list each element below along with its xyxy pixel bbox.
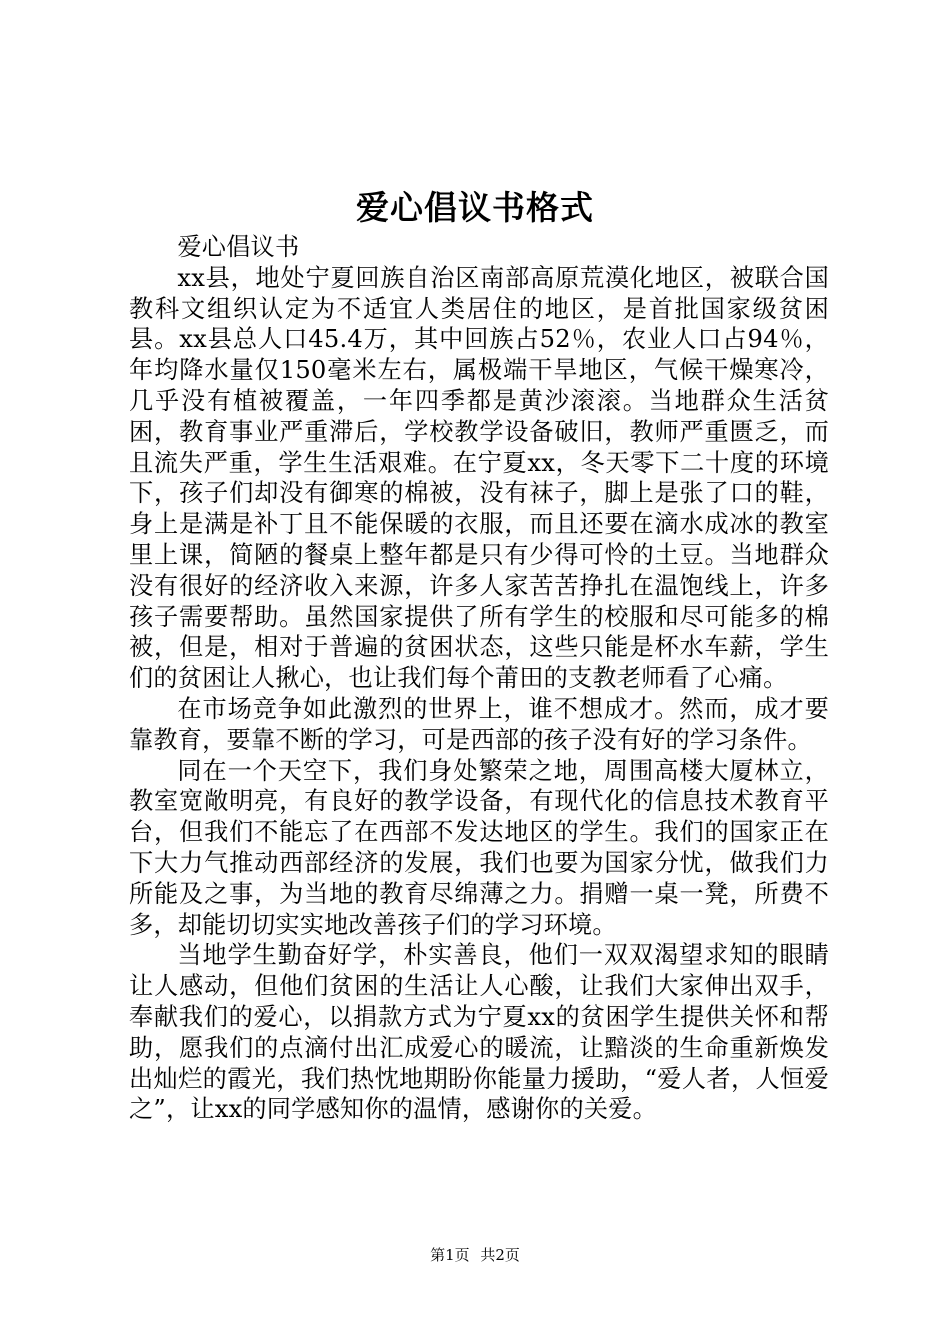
document-body xyxy=(129,232,829,1125)
paragraph: 同在一个天空下，我们身处繁荣之地，周围高楼大厦林立，教室宽敞明亮，有良好的教学设备，有现代化的信息技术教育平台，但我们不能忘了在西部不发达地区的学生。我们的国家正在下大力气推动西部经济的发展，我们也要为国家分忧，做我们力所能及之事，为当地的教育尽绵薄之力。捐赠一桌一凳，所费不多，却能切切实实地改善孩子们的学习环境。 xyxy=(129,756,829,939)
page-footer xyxy=(0,1245,950,1265)
paragraph: 当地学生勤奋好学，朴实善良，他们一双双渴望求知的眼睛让人感动，但他们贫困的生活让人心酸，让我们大家伸出双手，奉献我们的爱心，以捐款方式为宁夏xx的贫困学生提供关怀和帮助，愿我们的点滴付出汇成爱心的暖流，让黯淡的生命重新焕发出灿烂的霞光，我们热忱地期盼你能量力援助，“爱人者，人恒爱之”，让xx的同学感知你的温情，感谢你的关爱。 xyxy=(129,941,829,1124)
document-title: 爱心倡议书格式 xyxy=(356,188,594,227)
page-number: 第1页 xyxy=(430,1246,470,1264)
paragraph: xx县，地处宁夏回族自治区南部高原荒漠化地区，被联合国教科文组织认定为不适宜人类居住的地区，是首批国家级贫困县。xx县总人口45.4万，其中回族占52％，农业人口占94％，年均降水量仅150毫米左右，属极端干旱地区，气候干燥寒冷，几乎没有植被覆盖，一年四季都是黄沙滚滚。当地群众生活贫困，教育事业严重滞后，学校教学设备破旧，教师严重匮乏，而且流失严重，学生生活艰难。在宁夏xx，冬天零下二十度的环境下，孩子们却没有御寒的棉被，没有袜子，脚上是张了口的鞋，身上是满是补丁且不能保暖的衣服，而且还要在滴水成冰的教室里上课，简陋的餐桌上整年都是只有少得可怜的土豆。当地群众没有很好的经济收入来源，许多人家苦苦挣扎在温饱线上，许多孩子需要帮助。虽然国家提供了所有学生的校服和尽可能多的棉被，但是，相对于普遍的贫困状态，这些只能是杯水车薪，学生们的贫困让人揪心，也让我们每个莆田的支教老师看了心痛。 xyxy=(129,263,829,693)
paragraph-heading: 爱心倡议书 xyxy=(177,233,300,261)
paragraph: 在市场竞争如此激烈的世界上，谁不想成才。然而，成才要靠教育，要靠不断的学习，可是西部的孩子没有好的学习条件。 xyxy=(129,694,829,754)
page-total: 共2页 xyxy=(480,1246,520,1264)
